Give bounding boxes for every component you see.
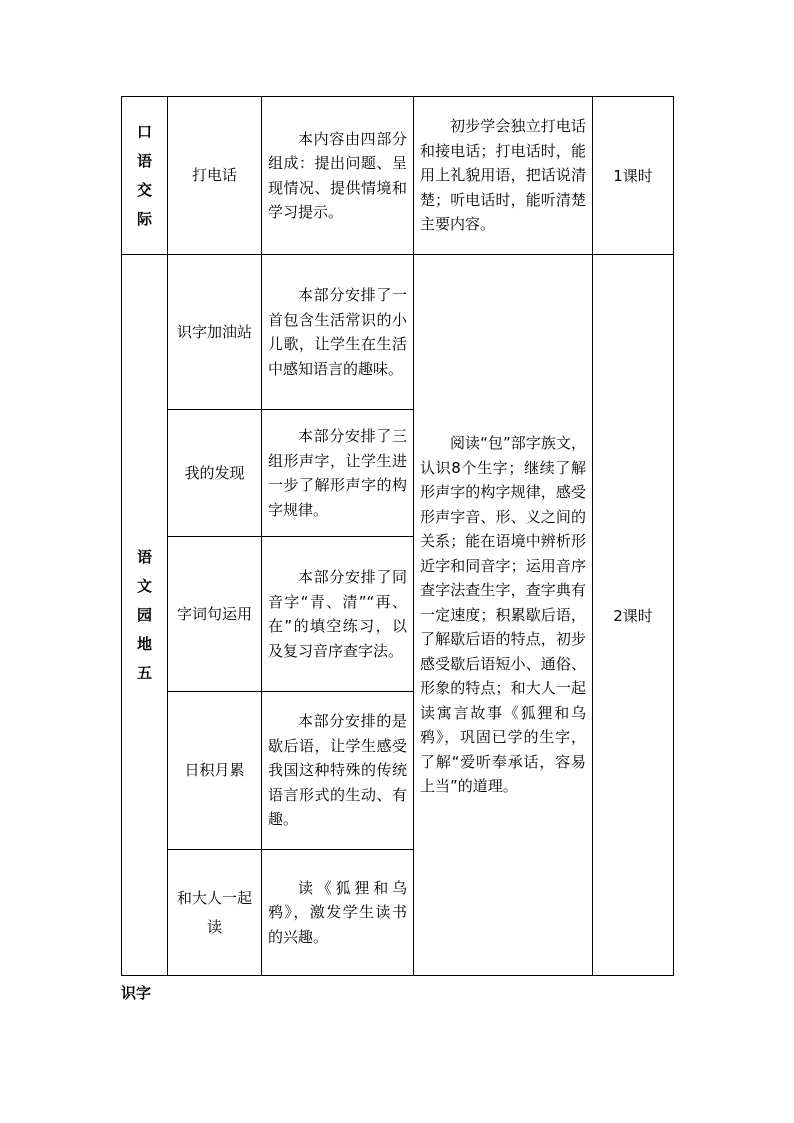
- sub-topic-cell: 日积月累: [168, 692, 262, 850]
- sub-topic-cell: 字词句运用: [168, 537, 262, 692]
- table-row: [122, 255, 674, 410]
- category-label: 语文园地五: [136, 547, 152, 682]
- content-text: 本部分安排的是歇后语，让学生感受我国这种特殊的传统语言形式的生动、有趣。: [268, 712, 407, 829]
- goal-text: 初步学会独立打电话和接电话；打电话时，能用上礼貌用语，把话说清楚；听电话时，能听清楚主要内容。: [420, 117, 586, 234]
- category-cell: [122, 255, 168, 976]
- content-text: 本部分安排了三组形声字，让学生进一步了解形声字的构字规律。: [268, 427, 407, 519]
- content-cell: [262, 255, 414, 410]
- sub-topic-cell: 打电话: [168, 97, 262, 255]
- hours-cell: 1课时: [593, 97, 674, 255]
- hours-cell: 2课时: [593, 255, 674, 976]
- category-cell: [122, 97, 168, 255]
- goal-cell: [414, 97, 593, 255]
- table-row: [122, 97, 674, 255]
- sub-topic-cell: 我的发现: [168, 410, 262, 537]
- sub-topic-cell: 识字加油站: [168, 255, 262, 410]
- content-cell: [262, 850, 414, 976]
- content-cell: [262, 410, 414, 537]
- content-text: 读《狐狸和乌鸦》，激发学生读书的兴趣。: [268, 878, 407, 946]
- content-cell: [262, 537, 414, 692]
- lesson-plan-table: [121, 96, 674, 976]
- content-cell: [262, 692, 414, 850]
- category-label: 口语交际: [136, 122, 152, 228]
- goal-text: 阅读“包”部字族文，认识8个生字；继续了解形声字的构字规律，感受形声字音、形、义之间的关系；能在语境中辨析形近字和同音字；运用音序查字法查生字，查字典有一定速度；积累歇后语，了解歇后语的特点，初步感受歇后语短小、通俗、形象的特点；和大人一起读寓言故事《狐狸和乌鸦》，巩固已学的生字，了解“爱听奉承话，容易上当”的道理。: [420, 434, 586, 796]
- goal-cell: [414, 255, 593, 976]
- content-text: 本内容由四部分组成：提出问题、呈现情况、提供情境和学习提示。: [268, 129, 407, 221]
- content-cell: [262, 97, 414, 255]
- content-text: 本部分安排了一首包含生活常识的小儿歌，让学生在生活中感知语言的趣味。: [268, 286, 407, 378]
- section-heading: 识字: [121, 984, 152, 1002]
- content-text: 本部分安排了同音字“青、清”“再、在”的填空练习，以及复习音序查字法。: [268, 568, 407, 660]
- sub-topic-cell: 和大人一起读: [168, 850, 262, 976]
